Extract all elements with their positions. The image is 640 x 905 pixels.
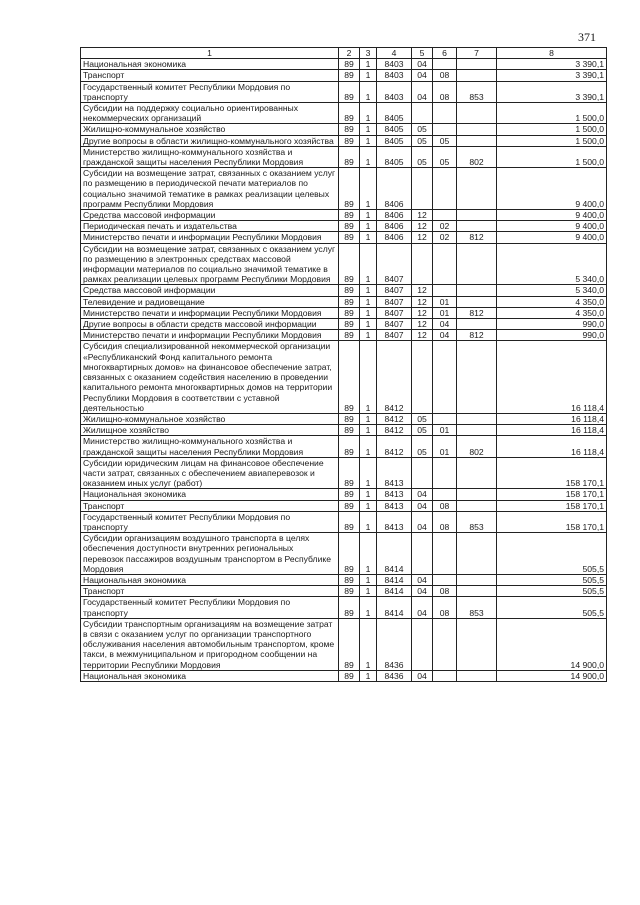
program-code: 1 xyxy=(360,81,377,102)
ministry-code: 89 xyxy=(339,586,360,597)
section-code: 04 xyxy=(412,670,433,681)
subsection-code: 02 xyxy=(433,232,457,243)
ministry-code: 89 xyxy=(339,146,360,167)
target-article-code: 8406 xyxy=(377,210,412,221)
table-row xyxy=(81,425,607,436)
line-item-name: Субсидия специализированной некоммерческой организации «Республиканский Фонд капитального ремонта многоквартирных домов» на финансовое обеспечение затрат, связанных с оказанием содействия населению в проведении капитального ремонта многоквартирных домов на территории Республики Мордовия в соответствии с уставной деятельностью xyxy=(81,341,339,413)
ministry-code: 89 xyxy=(339,425,360,436)
line-item-name: Транспорт xyxy=(81,500,339,511)
header-cell: 4 xyxy=(377,48,412,59)
target-article-code: 8405 xyxy=(377,146,412,167)
amount-value: 990,0 xyxy=(497,330,607,341)
program-code: 1 xyxy=(360,70,377,81)
subsection-code: 05 xyxy=(433,146,457,167)
line-item-name: Средства массовой информации xyxy=(81,210,339,221)
expense-type-code xyxy=(457,103,497,124)
subsection-code xyxy=(433,670,457,681)
line-item-name: Министерство печати и информации Республики Мордовия xyxy=(81,330,339,341)
target-article-code: 8414 xyxy=(377,574,412,585)
program-code: 1 xyxy=(360,285,377,296)
program-code: 1 xyxy=(360,341,377,413)
line-item-name: Министерство печати и информации Республики Мордовия xyxy=(81,232,339,243)
target-article-code: 8403 xyxy=(377,81,412,102)
subsection-code xyxy=(433,457,457,489)
expense-type-code xyxy=(457,70,497,81)
expense-type-code xyxy=(457,168,497,210)
section-code xyxy=(412,533,433,575)
line-item-name: Государственный комитет Республики Мордовия по транспорту xyxy=(81,81,339,102)
section-code xyxy=(412,243,433,285)
section-code: 04 xyxy=(412,81,433,102)
expense-type-code xyxy=(457,124,497,135)
line-item-name: Министерство печати и информации Республики Мордовия xyxy=(81,307,339,318)
target-article-code: 8436 xyxy=(377,618,412,670)
header-row xyxy=(81,48,607,59)
header-cell: 6 xyxy=(433,48,457,59)
target-article-code: 8413 xyxy=(377,457,412,489)
program-code: 1 xyxy=(360,618,377,670)
table-row xyxy=(81,586,607,597)
program-code: 1 xyxy=(360,124,377,135)
amount-value: 505,5 xyxy=(497,574,607,585)
expense-type-code: 853 xyxy=(457,81,497,102)
ministry-code: 89 xyxy=(339,500,360,511)
ministry-code: 89 xyxy=(339,135,360,146)
table-row xyxy=(81,296,607,307)
line-item-name: Жилищно-коммунальное хозяйство xyxy=(81,124,339,135)
section-code: 04 xyxy=(412,511,433,532)
section-code: 12 xyxy=(412,319,433,330)
expense-type-code xyxy=(457,243,497,285)
amount-value: 158 170,1 xyxy=(497,511,607,532)
amount-value: 158 170,1 xyxy=(497,489,607,500)
expense-type-code: 812 xyxy=(457,330,497,341)
section-code: 05 xyxy=(412,124,433,135)
ministry-code: 89 xyxy=(339,457,360,489)
program-code: 1 xyxy=(360,425,377,436)
section-code: 05 xyxy=(412,425,433,436)
expense-type-code: 812 xyxy=(457,307,497,318)
ministry-code: 89 xyxy=(339,296,360,307)
subsection-code: 01 xyxy=(433,296,457,307)
section-code: 12 xyxy=(412,210,433,221)
table-row xyxy=(81,618,607,670)
header-cell: 2 xyxy=(339,48,360,59)
line-item-name: Транспорт xyxy=(81,70,339,81)
line-item-name: Жилищно-коммунальное хозяйство xyxy=(81,413,339,424)
amount-value: 505,5 xyxy=(497,586,607,597)
target-article-code: 8407 xyxy=(377,243,412,285)
header-cell: 3 xyxy=(360,48,377,59)
table-row xyxy=(81,413,607,424)
header-cell: 8 xyxy=(497,48,607,59)
ministry-code: 89 xyxy=(339,511,360,532)
program-code: 1 xyxy=(360,457,377,489)
target-article-code: 8405 xyxy=(377,135,412,146)
subsection-code: 04 xyxy=(433,330,457,341)
amount-value: 1 500,0 xyxy=(497,146,607,167)
amount-value: 3 390,1 xyxy=(497,81,607,102)
ministry-code: 89 xyxy=(339,59,360,70)
subsection-code: 01 xyxy=(433,436,457,457)
ministry-code: 89 xyxy=(339,413,360,424)
target-article-code: 8405 xyxy=(377,103,412,124)
amount-value: 3 390,1 xyxy=(497,59,607,70)
line-item-name: Министерство жилищно-коммунального хозяйства и гражданской защиты населения Республики Мордовия xyxy=(81,146,339,167)
program-code: 1 xyxy=(360,210,377,221)
subsection-code: 02 xyxy=(433,221,457,232)
target-article-code: 8412 xyxy=(377,341,412,413)
target-article-code: 8412 xyxy=(377,436,412,457)
subsection-code xyxy=(433,489,457,500)
ministry-code: 89 xyxy=(339,618,360,670)
expense-type-code xyxy=(457,489,497,500)
line-item-name: Периодическая печать и издательства xyxy=(81,221,339,232)
line-item-name: Субсидии организациям воздушного транспорта в целях обеспечения доступности внутренних региональных перевозок пассажиров воздушным транспортом в Республике Мордовия xyxy=(81,533,339,575)
expense-type-code: 802 xyxy=(457,436,497,457)
program-code: 1 xyxy=(360,59,377,70)
expense-type-code xyxy=(457,135,497,146)
program-code: 1 xyxy=(360,146,377,167)
line-item-name: Субсидии на поддержку социально ориентированных некоммерческих организаций xyxy=(81,103,339,124)
table-row xyxy=(81,319,607,330)
section-code: 04 xyxy=(412,586,433,597)
program-code: 1 xyxy=(360,307,377,318)
target-article-code: 8412 xyxy=(377,413,412,424)
page-number: 371 xyxy=(578,30,596,44)
section-code xyxy=(412,168,433,210)
expense-type-code xyxy=(457,586,497,597)
section-code: 04 xyxy=(412,59,433,70)
line-item-name: Другие вопросы в области жилищно-коммунального хозяйства xyxy=(81,135,339,146)
program-code: 1 xyxy=(360,296,377,307)
header-cell: 1 xyxy=(81,48,339,59)
subsection-code: 08 xyxy=(433,500,457,511)
line-item-name: Национальная экономика xyxy=(81,670,339,681)
subsection-code xyxy=(433,533,457,575)
program-code: 1 xyxy=(360,319,377,330)
expense-type-code: 853 xyxy=(457,597,497,618)
subsection-code: 04 xyxy=(433,319,457,330)
program-code: 1 xyxy=(360,135,377,146)
table-row xyxy=(81,221,607,232)
subsection-code xyxy=(433,59,457,70)
ministry-code: 89 xyxy=(339,168,360,210)
target-article-code: 8407 xyxy=(377,285,412,296)
ministry-code: 89 xyxy=(339,670,360,681)
section-code xyxy=(412,341,433,413)
line-item-name: Субсидии транспортным организациям на возмещение затрат в связи с оказанием услуг по организации транспортного обслуживания населения автомобильным транспортом, кроме такси, в межмуниципальном и пригородном сообщении на территории Республики Мордовия xyxy=(81,618,339,670)
section-code: 12 xyxy=(412,296,433,307)
amount-value: 1 500,0 xyxy=(497,135,607,146)
line-item-name: Министерство жилищно-коммунального хозяйства и гражданской защиты населения Республики Мордовия xyxy=(81,436,339,457)
ministry-code: 89 xyxy=(339,243,360,285)
expense-type-code xyxy=(457,285,497,296)
program-code: 1 xyxy=(360,413,377,424)
ministry-code: 89 xyxy=(339,285,360,296)
table-row xyxy=(81,330,607,341)
table-row xyxy=(81,168,607,210)
target-article-code: 8413 xyxy=(377,500,412,511)
line-item-name: Национальная экономика xyxy=(81,59,339,70)
section-code xyxy=(412,618,433,670)
amount-value: 16 118,4 xyxy=(497,436,607,457)
amount-value: 14 900,0 xyxy=(497,618,607,670)
target-article-code: 8405 xyxy=(377,124,412,135)
target-article-code: 8412 xyxy=(377,425,412,436)
table-row xyxy=(81,307,607,318)
expense-type-code: 853 xyxy=(457,511,497,532)
program-code: 1 xyxy=(360,670,377,681)
amount-value: 505,5 xyxy=(497,597,607,618)
line-item-name: Национальная экономика xyxy=(81,574,339,585)
amount-value: 5 340,0 xyxy=(497,285,607,296)
expense-type-code xyxy=(457,425,497,436)
program-code: 1 xyxy=(360,500,377,511)
target-article-code: 8406 xyxy=(377,221,412,232)
ministry-code: 89 xyxy=(339,319,360,330)
amount-value: 9 400,0 xyxy=(497,168,607,210)
table-row xyxy=(81,124,607,135)
expense-type-code xyxy=(457,59,497,70)
header-cell: 5 xyxy=(412,48,433,59)
target-article-code: 8414 xyxy=(377,597,412,618)
target-article-code: 8407 xyxy=(377,330,412,341)
program-code: 1 xyxy=(360,597,377,618)
subsection-code xyxy=(433,285,457,296)
expense-type-code xyxy=(457,574,497,585)
table-row xyxy=(81,597,607,618)
expense-type-code xyxy=(457,670,497,681)
program-code: 1 xyxy=(360,436,377,457)
program-code: 1 xyxy=(360,574,377,585)
section-code: 12 xyxy=(412,307,433,318)
program-code: 1 xyxy=(360,330,377,341)
amount-value: 158 170,1 xyxy=(497,500,607,511)
ministry-code: 89 xyxy=(339,489,360,500)
section-code xyxy=(412,103,433,124)
section-code: 05 xyxy=(412,413,433,424)
amount-value: 4 350,0 xyxy=(497,307,607,318)
target-article-code: 8407 xyxy=(377,319,412,330)
target-article-code: 8403 xyxy=(377,70,412,81)
target-article-code: 8407 xyxy=(377,296,412,307)
subsection-code xyxy=(433,413,457,424)
amount-value: 16 118,4 xyxy=(497,413,607,424)
subsection-code: 05 xyxy=(433,135,457,146)
amount-value: 990,0 xyxy=(497,319,607,330)
section-code: 04 xyxy=(412,70,433,81)
target-article-code: 8414 xyxy=(377,533,412,575)
ministry-code: 89 xyxy=(339,533,360,575)
ministry-code: 89 xyxy=(339,574,360,585)
program-code: 1 xyxy=(360,586,377,597)
subsection-code: 08 xyxy=(433,81,457,102)
table-row xyxy=(81,103,607,124)
table-row xyxy=(81,81,607,102)
section-code: 12 xyxy=(412,221,433,232)
table-row xyxy=(81,341,607,413)
table-row xyxy=(81,574,607,585)
program-code: 1 xyxy=(360,511,377,532)
section-code: 05 xyxy=(412,436,433,457)
subsection-code: 08 xyxy=(433,586,457,597)
ministry-code: 89 xyxy=(339,597,360,618)
section-code xyxy=(412,457,433,489)
line-item-name: Субсидии юридическим лицам на финансовое обеспечение части затрат, связанных с обеспечением авиаперевозок и оказанием иных услуг (работ) xyxy=(81,457,339,489)
section-code: 12 xyxy=(412,330,433,341)
line-item-name: Другие вопросы в области средств массовой информации xyxy=(81,319,339,330)
amount-value: 14 900,0 xyxy=(497,670,607,681)
expense-type-code xyxy=(457,319,497,330)
ministry-code: 89 xyxy=(339,341,360,413)
subsection-code xyxy=(433,243,457,285)
amount-value: 9 400,0 xyxy=(497,210,607,221)
target-article-code: 8406 xyxy=(377,168,412,210)
amount-value: 16 118,4 xyxy=(497,425,607,436)
target-article-code: 8406 xyxy=(377,232,412,243)
expense-type-code xyxy=(457,457,497,489)
table-row xyxy=(81,59,607,70)
line-item-name: Жилищное хозяйство xyxy=(81,425,339,436)
program-code: 1 xyxy=(360,221,377,232)
amount-value: 4 350,0 xyxy=(497,296,607,307)
subsection-code xyxy=(433,103,457,124)
target-article-code: 8403 xyxy=(377,59,412,70)
amount-value: 9 400,0 xyxy=(497,221,607,232)
ministry-code: 89 xyxy=(339,330,360,341)
expense-type-code xyxy=(457,221,497,232)
table-row xyxy=(81,457,607,489)
budget-table xyxy=(80,47,607,682)
table-row xyxy=(81,533,607,575)
table-row xyxy=(81,436,607,457)
table-row xyxy=(81,232,607,243)
table-row xyxy=(81,500,607,511)
line-item-name: Субсидии на возмещение затрат, связанных с оказанием услуг по размещению в периодической печати материалов по социально значимой тематике в рамках реализации целевых программ Республики Мордовия xyxy=(81,168,339,210)
table-row xyxy=(81,670,607,681)
target-article-code: 8436 xyxy=(377,670,412,681)
ministry-code: 89 xyxy=(339,81,360,102)
table-row xyxy=(81,489,607,500)
expense-type-code xyxy=(457,341,497,413)
program-code: 1 xyxy=(360,243,377,285)
ministry-code: 89 xyxy=(339,124,360,135)
line-item-name: Транспорт xyxy=(81,586,339,597)
table-row xyxy=(81,511,607,532)
amount-value: 1 500,0 xyxy=(497,103,607,124)
subsection-code xyxy=(433,618,457,670)
line-item-name: Средства массовой информации xyxy=(81,285,339,296)
ministry-code: 89 xyxy=(339,232,360,243)
subsection-code xyxy=(433,210,457,221)
amount-value: 3 390,1 xyxy=(497,70,607,81)
program-code: 1 xyxy=(360,232,377,243)
subsection-code xyxy=(433,341,457,413)
subsection-code: 08 xyxy=(433,597,457,618)
expense-type-code: 802 xyxy=(457,146,497,167)
section-code: 05 xyxy=(412,135,433,146)
target-article-code: 8414 xyxy=(377,586,412,597)
amount-value: 158 170,1 xyxy=(497,457,607,489)
table-row xyxy=(81,210,607,221)
line-item-name: Государственный комитет Республики Мордовия по транспорту xyxy=(81,511,339,532)
line-item-name: Субсидии на возмещение затрат, связанных с оказанием услуг по размещению в электронных средствах массовой информации материалов по социально значимой тематике в рамках реализации целевых программ Республики Мордовия xyxy=(81,243,339,285)
section-code: 04 xyxy=(412,597,433,618)
subsection-code: 01 xyxy=(433,307,457,318)
amount-value: 505,5 xyxy=(497,533,607,575)
amount-value: 1 500,0 xyxy=(497,124,607,135)
expense-type-code xyxy=(457,618,497,670)
table-row xyxy=(81,285,607,296)
table-body xyxy=(81,59,607,682)
section-code: 04 xyxy=(412,574,433,585)
ministry-code: 89 xyxy=(339,70,360,81)
section-code: 12 xyxy=(412,285,433,296)
ministry-code: 89 xyxy=(339,436,360,457)
expense-type-code xyxy=(457,413,497,424)
ministry-code: 89 xyxy=(339,221,360,232)
target-article-code: 8407 xyxy=(377,307,412,318)
header-cell: 7 xyxy=(457,48,497,59)
line-item-name: Государственный комитет Республики Мордовия по транспорту xyxy=(81,597,339,618)
expense-type-code xyxy=(457,210,497,221)
program-code: 1 xyxy=(360,103,377,124)
expense-type-code: 812 xyxy=(457,232,497,243)
expense-type-code xyxy=(457,296,497,307)
target-article-code: 8413 xyxy=(377,511,412,532)
subsection-code: 08 xyxy=(433,70,457,81)
section-code: 05 xyxy=(412,146,433,167)
section-code: 04 xyxy=(412,489,433,500)
amount-value: 9 400,0 xyxy=(497,232,607,243)
expense-type-code xyxy=(457,533,497,575)
program-code: 1 xyxy=(360,489,377,500)
line-item-name: Национальная экономика xyxy=(81,489,339,500)
ministry-code: 89 xyxy=(339,103,360,124)
subsection-code xyxy=(433,124,457,135)
line-item-name: Телевидение и радиовещание xyxy=(81,296,339,307)
target-article-code: 8413 xyxy=(377,489,412,500)
subsection-code: 08 xyxy=(433,511,457,532)
subsection-code xyxy=(433,574,457,585)
ministry-code: 89 xyxy=(339,307,360,318)
ministry-code: 89 xyxy=(339,210,360,221)
table-row xyxy=(81,70,607,81)
section-code: 04 xyxy=(412,500,433,511)
table-row xyxy=(81,243,607,285)
table-row xyxy=(81,135,607,146)
section-code: 12 xyxy=(412,232,433,243)
program-code: 1 xyxy=(360,533,377,575)
subsection-code xyxy=(433,168,457,210)
amount-value: 16 118,4 xyxy=(497,341,607,413)
program-code: 1 xyxy=(360,168,377,210)
expense-type-code xyxy=(457,500,497,511)
table-row xyxy=(81,146,607,167)
amount-value: 5 340,0 xyxy=(497,243,607,285)
subsection-code: 01 xyxy=(433,425,457,436)
